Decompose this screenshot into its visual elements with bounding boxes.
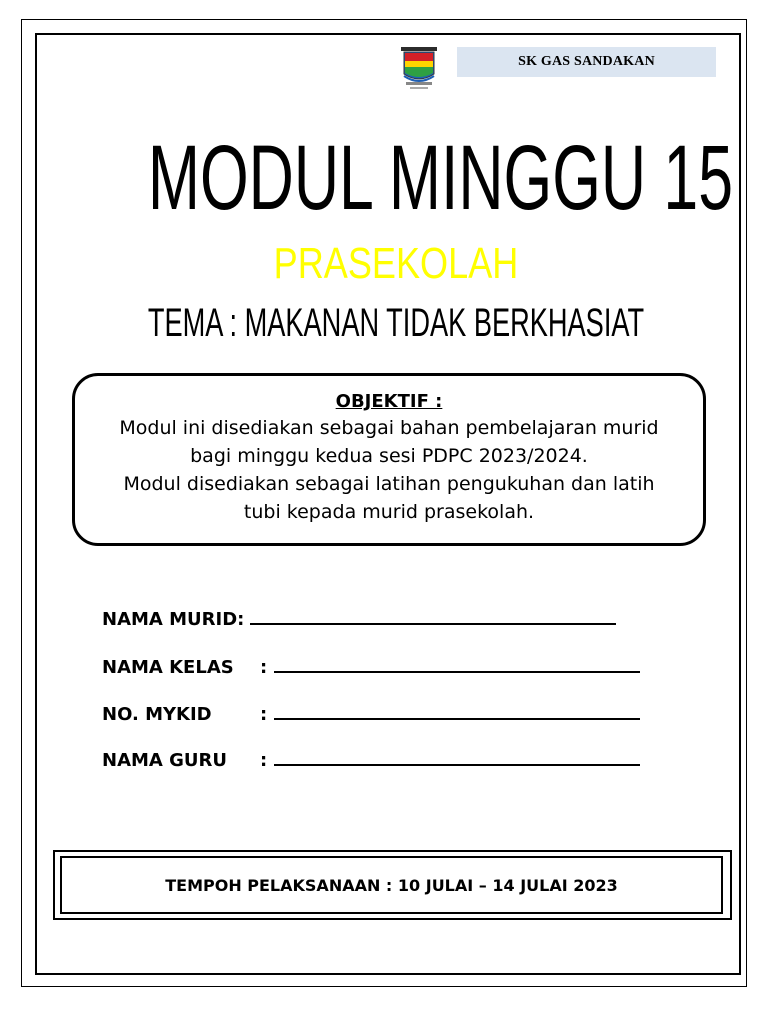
objective-line: Modul ini disediakan sebagai bahan pembelajaran murid [119, 417, 659, 439]
school-name-box [457, 47, 716, 77]
form-label: NO. MYKID [102, 704, 212, 725]
form-separator: : [260, 704, 268, 725]
level-subtitle: PRASEKOLAH [273, 239, 519, 288]
objective-line: Modul disediakan sebagai latihan pengukuhan dan latih [123, 473, 655, 495]
nama-kelas-field[interactable] [274, 653, 640, 673]
objective-line: tubi kepada murid prasekolah. [243, 501, 535, 523]
form-label: NAMA MURID [102, 609, 238, 630]
form-row-no-mykid [102, 700, 640, 725]
form-row-nama-murid [102, 605, 616, 630]
objective-line: bagi minggu kedua sesi PDPC 2023/2024. [190, 445, 588, 467]
period-box [60, 856, 723, 914]
form-separator: : [237, 609, 245, 630]
form-row-nama-kelas [102, 653, 640, 678]
module-title: MODUL MINGGU 15 [147, 127, 734, 229]
school-name: SK GAS SANDAKAN [518, 54, 655, 69]
form-row-nama-guru [102, 746, 640, 771]
nama-murid-field[interactable] [250, 605, 616, 625]
form-separator: : [260, 750, 268, 771]
form-label: NAMA KELAS [102, 657, 234, 678]
period-text: TEMPOH PELAKSANAAN : 10 JULAI – 14 JULAI 2023 [165, 875, 618, 895]
objective-box [72, 373, 706, 546]
no-mykid-field[interactable] [274, 700, 640, 720]
objective-heading: OBJEKTIF : [335, 391, 443, 412]
school-crest-icon [400, 46, 438, 92]
theme-title: TEMA : MAKANAN TIDAK BERKHASIAT [147, 301, 645, 345]
nama-guru-field[interactable] [274, 746, 640, 766]
form-separator: : [260, 657, 268, 678]
form-label: NAMA GURU [102, 750, 227, 771]
